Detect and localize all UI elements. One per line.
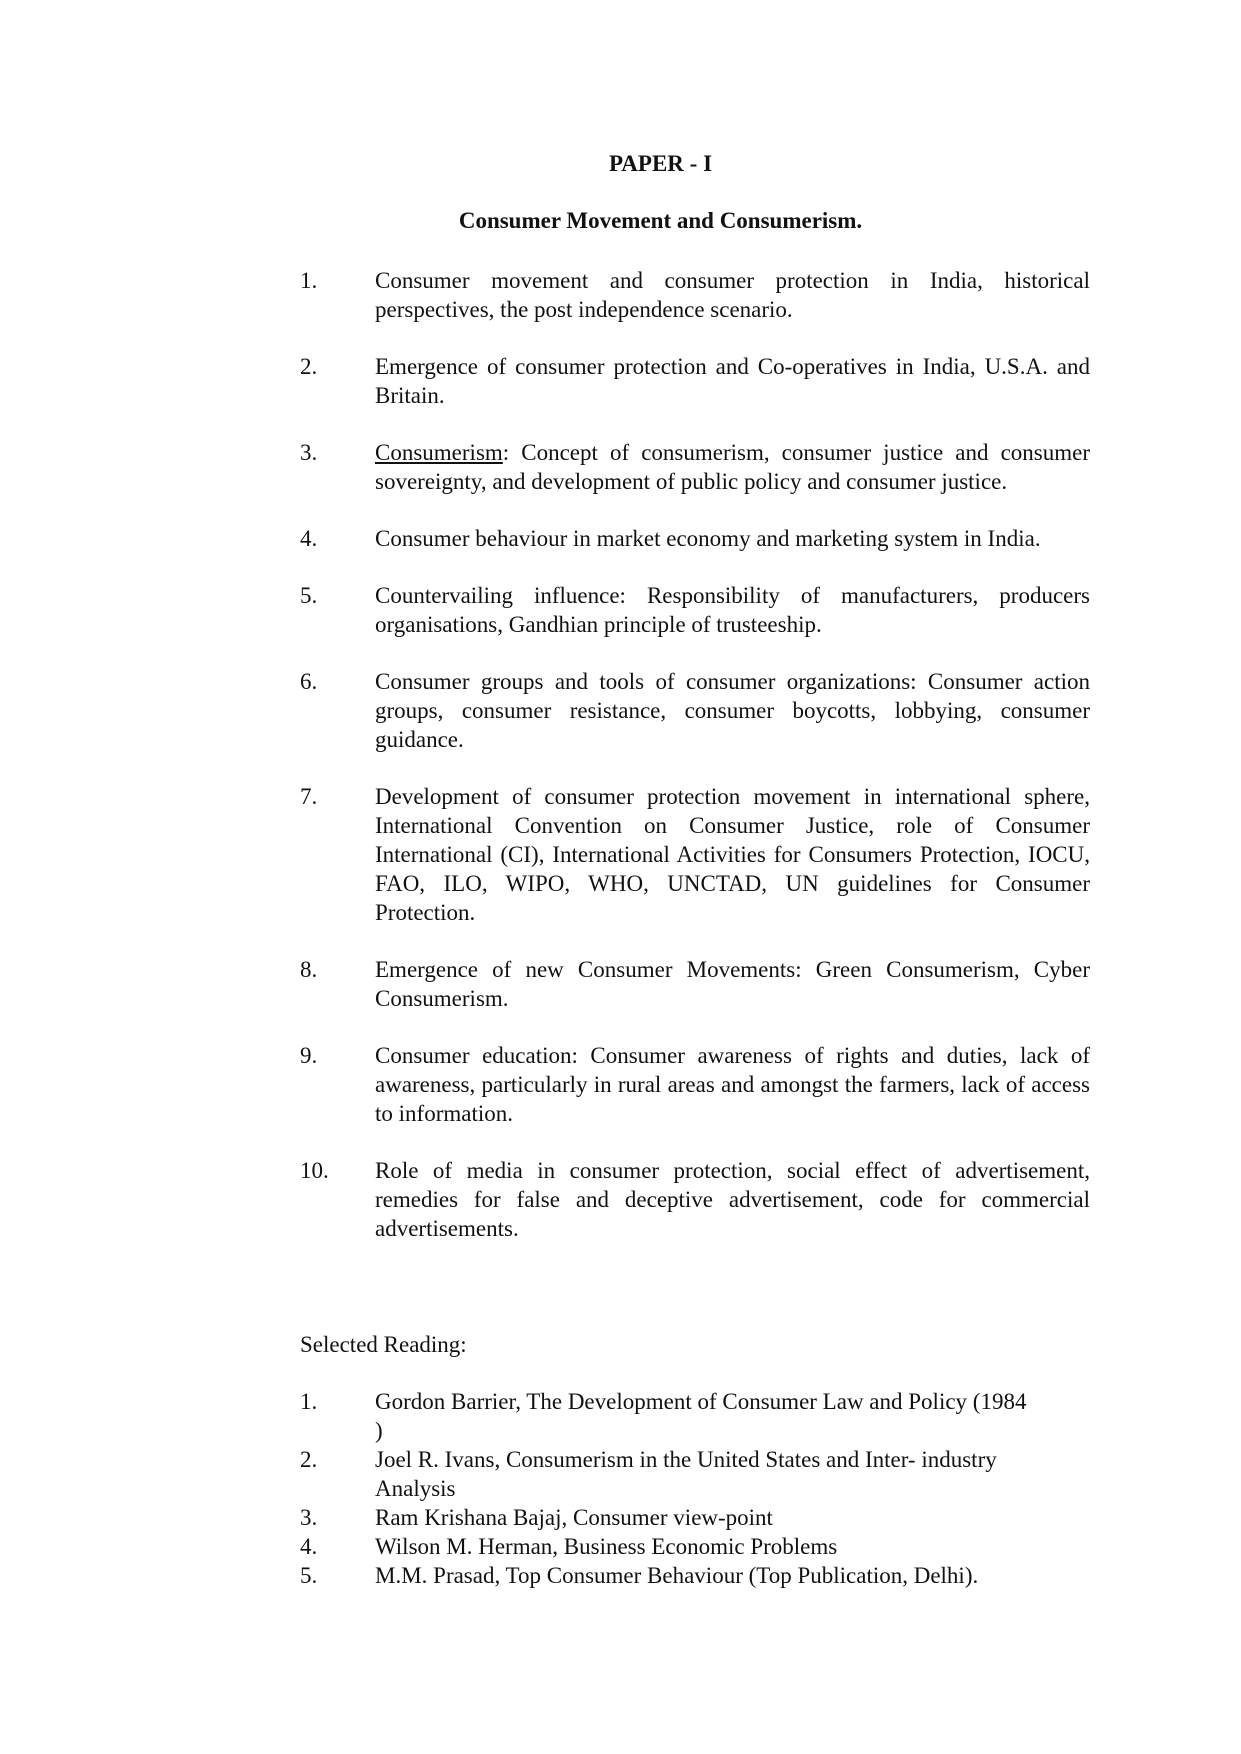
item-text: Consumer education: Consumer awareness of rights and duties, lack of awareness, particularly in rural areas and amongst the farmers, lack of access to information. [375,1043,1090,1126]
syllabus-item [300,352,1090,410]
reading-item [300,1387,1090,1445]
item-number: 10. [300,1158,329,1183]
syllabus-item [300,581,1090,639]
selected-reading-list [300,1387,1090,1590]
reading-number: 1. [300,1389,318,1414]
reading-number: 5. [300,1563,318,1588]
item-text [375,438,1090,496]
syllabus-item [300,667,1090,754]
item-text-rest: : Concept of consumerism, consumer justice and consumer sovereignty, and development of public policy and consumer justice. [375,440,1090,494]
item-number: 9. [300,1043,318,1068]
reading-text: Gordon Barrier, The Development of Consumer Law and Policy (1984 ) [375,1389,1027,1443]
item-number: 1. [300,268,318,293]
reading-text: Joel R. Ivans, Consumerism in the United States and Inter- industry Analysis [375,1447,997,1501]
syllabus-item [300,266,1090,324]
item-number: 7. [300,784,318,809]
item-number: 5. [300,583,318,608]
reading-item [300,1532,1090,1561]
reading-number: 4. [300,1534,318,1559]
reading-number: 3. [300,1505,318,1530]
paper-subtitle: Consumer Movement and Consumerism. [458,208,863,233]
item-text: Development of consumer protection movement in international sphere, International Convention on Consumer Justice, role of Consumer International (CI), International Activities for Consumers Protection, IOCU, FAO, ILO, WIPO, WHO, UNCTAD, UN guidelines for Consumer Protection. [375,784,1090,925]
item-text: Emergence of new Consumer Movements: Green Consumerism, Cyber Consumerism. [375,957,1090,1011]
item-text: Consumer behaviour in market economy and marketing system in India. [375,526,1041,551]
reading-item [300,1503,1090,1532]
syllabus-item [300,782,1090,927]
selected-reading-heading: Selected Reading: [300,1332,467,1357]
paper-title: PAPER - I [608,151,713,176]
syllabus-list [300,266,1090,1271]
item-number: 3. [300,440,318,465]
item-number: 6. [300,669,318,694]
item-number: 2. [300,354,318,379]
item-keyword: Consumerism [375,440,503,465]
item-number: 8. [300,957,318,982]
syllabus-item [300,438,1090,496]
reading-number: 2. [300,1447,318,1472]
reading-item [300,1561,1090,1590]
item-text: Consumer movement and consumer protection in India, historical perspectives, the post independence scenario. [375,268,1090,322]
item-text: Emergence of consumer protection and Co-operatives in India, U.S.A. and Britain. [375,354,1090,408]
reading-item [300,1445,1090,1503]
reading-text: M.M. Prasad, Top Consumer Behaviour (Top Publication, Delhi). [375,1563,979,1588]
reading-text: Ram Krishana Bajaj, Consumer view-point [375,1505,773,1530]
item-text: Role of media in consumer protection, social effect of advertisement, remedies for false and deceptive advertisement, code for commercial advertisements. [375,1158,1090,1241]
item-text: Countervailing influence: Responsibility of manufacturers, producers organisations, Gandhian principle of trusteeship. [375,583,1090,637]
syllabus-item [300,955,1090,1013]
reading-text: Wilson M. Herman, Business Economic Problems [375,1534,838,1559]
item-number: 4. [300,526,318,551]
syllabus-item [300,1041,1090,1128]
syllabus-item [300,524,1090,553]
syllabus-item [300,1156,1090,1243]
item-text: Consumer groups and tools of consumer organizations: Consumer action groups, consumer resistance, consumer boycotts, lobbying, consumer guidance. [375,669,1090,752]
